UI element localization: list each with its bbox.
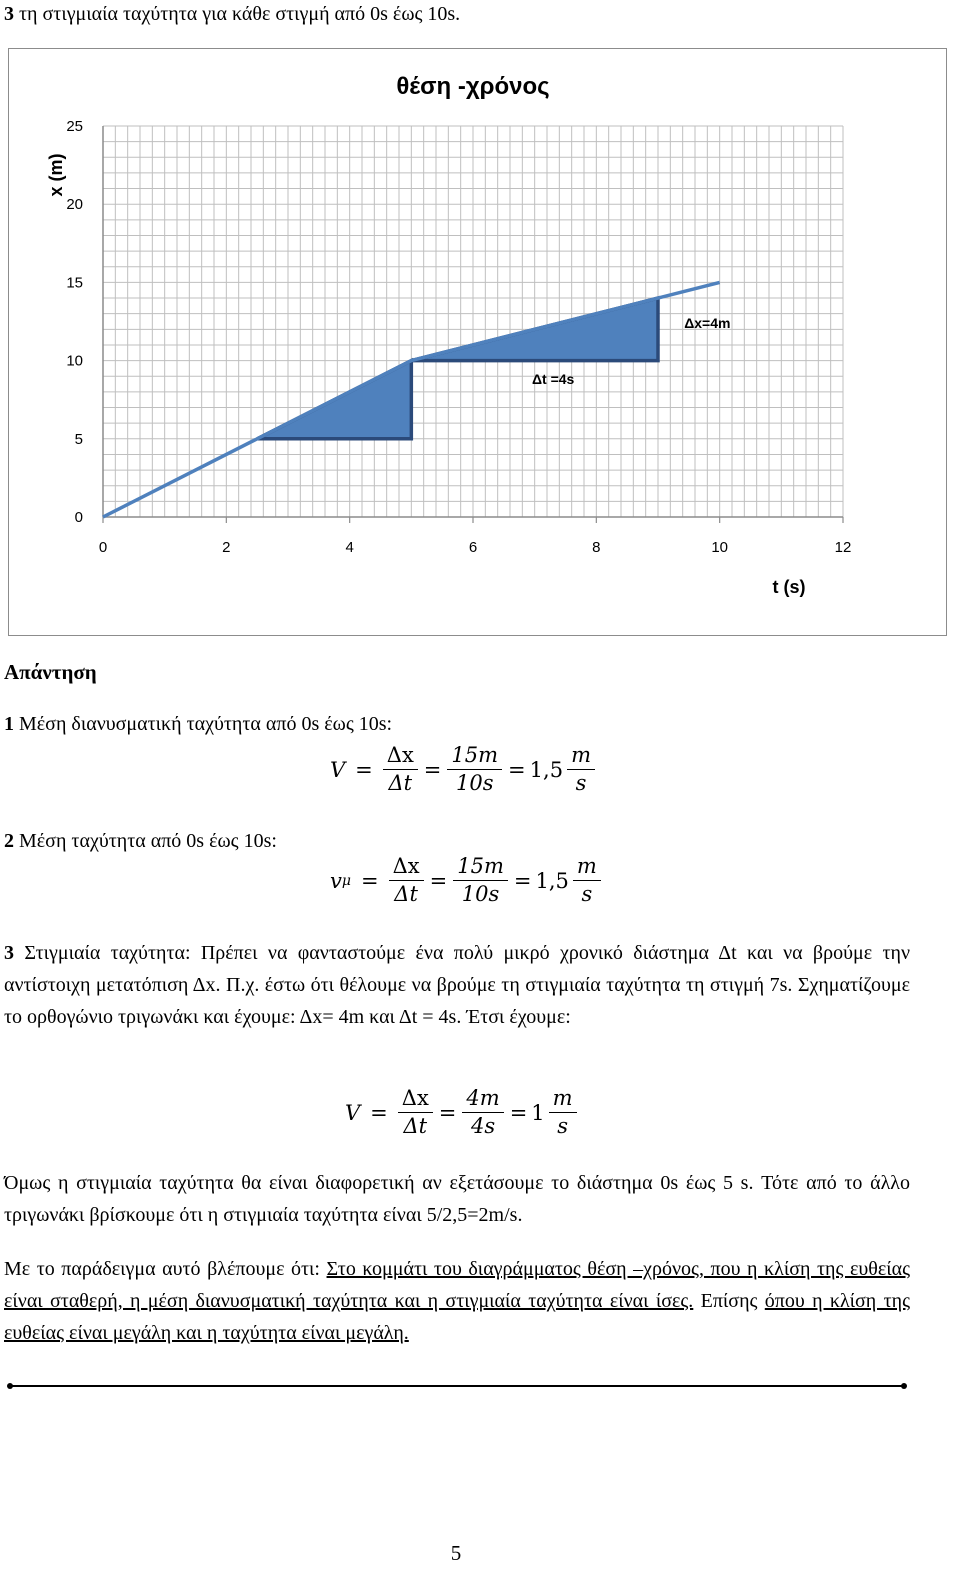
eq1-unit-den: s	[575, 771, 587, 796]
y-tick-label: 5	[74, 430, 83, 448]
item3-text: Στιγμιαία ταχύτητα: Πρέπει να φανταστούμε ένα πολύ μικρό χρονικό διάστημα Δt και να βρούμε την αντίστοιχη μετατόπιση Δx. Π.χ. έστω ότι θέλουμε να βρούμε τη στιγμιαία ταχύτητα τη στιγμή 7s. Σχηματίζουμε το ορθογώνιο τριγωνάκι και έχουμε: Δx= 4m και Δt = 4s. Έτσι έχουμε:	[4, 942, 910, 1028]
eq2-unit-den: s	[581, 882, 593, 907]
conclusion-underlined-1: Στο κομμάτι του διαγράμματος θέση –χρόνος, που η κλίση της ευθείας είναι σταθερή, η μέση διανυσματική ταχύτητα και η στιγμιαία ταχύτητα είναι ίσες.	[4, 1258, 910, 1312]
eq2-num1: Δx	[389, 855, 424, 881]
eq1-lhs: V	[330, 757, 346, 782]
eq3-value: 1	[531, 1100, 545, 1125]
eq3-den2: 4s	[470, 1114, 496, 1139]
paragraph-conclusion	[4, 1253, 910, 1349]
eq1-num1: Δx	[383, 744, 418, 770]
separator-dot-left	[7, 1383, 13, 1389]
chart-svg	[9, 49, 946, 635]
intro-number: 3	[4, 3, 14, 25]
x-tick-label: 8	[592, 539, 601, 556]
eq1-den2: 10s	[455, 771, 494, 796]
grid-lines	[103, 126, 843, 517]
position-time-chart	[8, 48, 947, 636]
y-tick-label: 15	[66, 274, 83, 292]
eq2-num2: 15m	[453, 855, 508, 881]
equation-instantaneous-velocity: V = $\frac{\Delta x}{\Delta t}$ = $\frac{4m}{4s}$ = 1 $\frac{m}{s}$	[345, 1087, 583, 1138]
eq1-den1: Δt	[388, 771, 413, 796]
equation-average-speed: v μ = $\frac{\Delta x}{\Delta t}$ = $\frac{15m}{10s}$ = 1,5 $\frac{m}{s}$	[330, 855, 607, 906]
eq1-num2: 15m	[447, 744, 502, 770]
y-tick-label: 0	[74, 509, 83, 526]
eq2-den2: 10s	[461, 882, 500, 907]
eq3-unit-den: s	[557, 1114, 569, 1139]
eq2-unit-num: m	[573, 855, 601, 881]
item3-paragraph	[4, 937, 910, 1033]
y-tick-label: 25	[66, 118, 83, 135]
eq1-value: 1,5	[529, 757, 564, 782]
y-axis-label: x (m)	[46, 153, 66, 197]
separator-dot-right	[901, 1383, 907, 1389]
item1-text: Μέση διανυσματική ταχύτητα από 0s έως 10s:	[14, 713, 393, 735]
y-tick-label: 20	[66, 196, 83, 214]
x-tick-label: 6	[468, 539, 478, 556]
page-number: 5	[450, 1541, 462, 1565]
item1-number: 1	[4, 713, 14, 735]
x-tick-label: 0	[98, 539, 108, 556]
x-tick-label: 4	[345, 539, 354, 556]
section-separator	[7, 1383, 907, 1389]
eq2-lhs: v	[330, 868, 342, 893]
eq2-den1: Δt	[394, 882, 418, 907]
annotation-label: Δt =4s	[531, 371, 575, 388]
conclusion-underlined-2: όπου η κλίση της ευθείας είναι μεγάλη και η ταχύτητα είναι μεγάλη.	[4, 1290, 910, 1344]
x-tick-label: 2	[222, 539, 231, 556]
item1-line	[4, 713, 392, 736]
x-tick-label: 12	[834, 539, 852, 556]
item3-number: 3	[4, 942, 14, 964]
annotation-label: Δx=4m	[684, 314, 731, 331]
intro-text: τη στιγμιαία ταχύτητα για κάθε στιγμή από 0s έως 10s.	[14, 3, 461, 25]
eq1-unit-num: m	[567, 744, 595, 770]
equation-average-velocity: V = $\frac{\Delta x}{\Delta t}$ = $\frac{15m}{10s}$ = 1,5 $\frac{m}{s}$	[330, 744, 601, 795]
answer-heading: Απάντηση	[4, 660, 97, 684]
item2-number: 2	[4, 830, 14, 852]
eq3-num2: 4m	[462, 1087, 503, 1113]
item2-text: Μέση ταχύτητα από 0s έως 10s:	[14, 830, 277, 852]
item2-line	[4, 830, 277, 853]
chart-title: θέση -χρόνος	[396, 73, 550, 100]
eq3-lhs: V	[345, 1100, 361, 1125]
paragraph-other-triangle: Όμως η στιγμιαία ταχύτητα θα είναι διαφορετική αν εξετάσουμε το διάστημα 0s έως 5 s. Τότε από το άλλο τριγωνάκι βρίσκουμε ότι η στιγμιαία ταχύτητα είναι 5/2,5=2m/s.	[4, 1172, 910, 1226]
conclusion-plain-1: Με το παράδειγμα αυτό βλέπουμε ότι:	[4, 1258, 327, 1280]
eq3-den1: Δt	[403, 1114, 428, 1139]
conclusion-plain-2: Επίσης	[693, 1290, 765, 1312]
intro-line	[4, 0, 460, 28]
x-axis-label: t (s)	[772, 577, 806, 597]
eq2-value: 1,5	[535, 868, 569, 893]
eq3-unit-num: m	[549, 1087, 577, 1113]
y-tick-label: 10	[66, 352, 83, 370]
x-tick-label: 10	[711, 539, 729, 556]
eq3-num1: Δx	[398, 1087, 433, 1113]
eq2-lhs-sub: μ	[341, 872, 351, 889]
